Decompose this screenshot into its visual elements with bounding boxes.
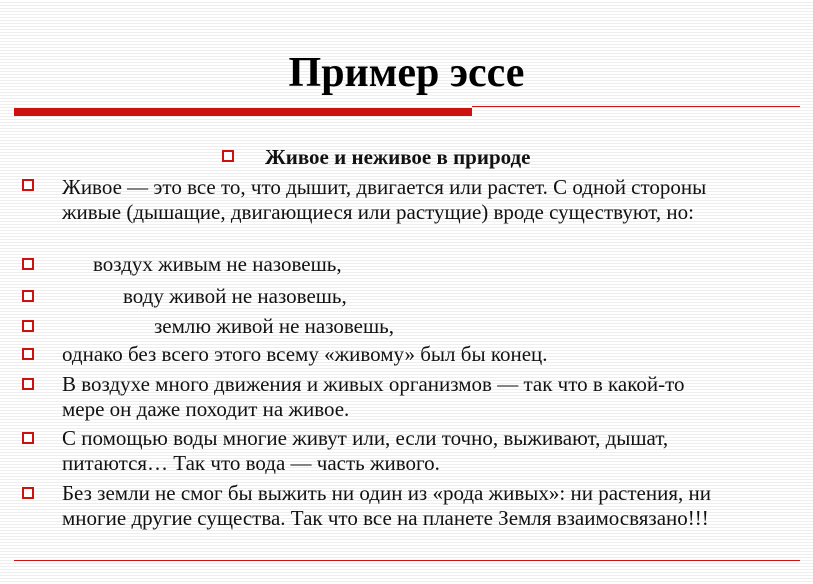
- square-bullet-icon: [22, 487, 34, 499]
- square-bullet-icon: [22, 290, 34, 302]
- square-bullet-icon: [22, 378, 34, 390]
- list-item-text: воздух живым не назовешь,: [93, 252, 342, 276]
- square-bullet-icon: [22, 432, 34, 444]
- square-bullet-icon: [22, 320, 34, 332]
- title-underline-thick: [14, 108, 472, 116]
- list-item-text: землю живой не назовешь,: [154, 314, 394, 338]
- list-item-text: воду живой не назовешь,: [123, 284, 347, 308]
- square-bullet-icon: [22, 179, 34, 191]
- square-bullet-icon: [222, 150, 234, 162]
- title-underline-thin: [472, 106, 800, 107]
- list-item-text: С помощью воды многие живут или, если точно, выживают, дышат, питаются… Так что вода — часть живого.: [62, 426, 669, 475]
- bottom-divider: [14, 560, 800, 561]
- list-item-text: Живое — это все то, что дышит, двигается или растет. С одной стороны живые (дышащие, двигающиеся или растущие) вроде существуют, но:: [62, 175, 707, 224]
- slide-title: Пример эссе: [288, 50, 525, 96]
- list-item-text: однако без всего этого всему «живому» был бы конец.: [62, 342, 548, 366]
- square-bullet-icon: [22, 348, 34, 360]
- list-item-text: Без земли не смог бы выжить ни один из «рода живых»: ни растения, ни многие другие существа. Так что все на планете Земля взаимосвязано!!!: [62, 481, 711, 530]
- slide-subtitle: Живое и неживое в природе: [265, 145, 531, 169]
- square-bullet-icon: [22, 258, 34, 270]
- list-item-text: В воздухе много движения и живых организмов — так что в какой-то мере он даже походит на живое.: [62, 372, 685, 421]
